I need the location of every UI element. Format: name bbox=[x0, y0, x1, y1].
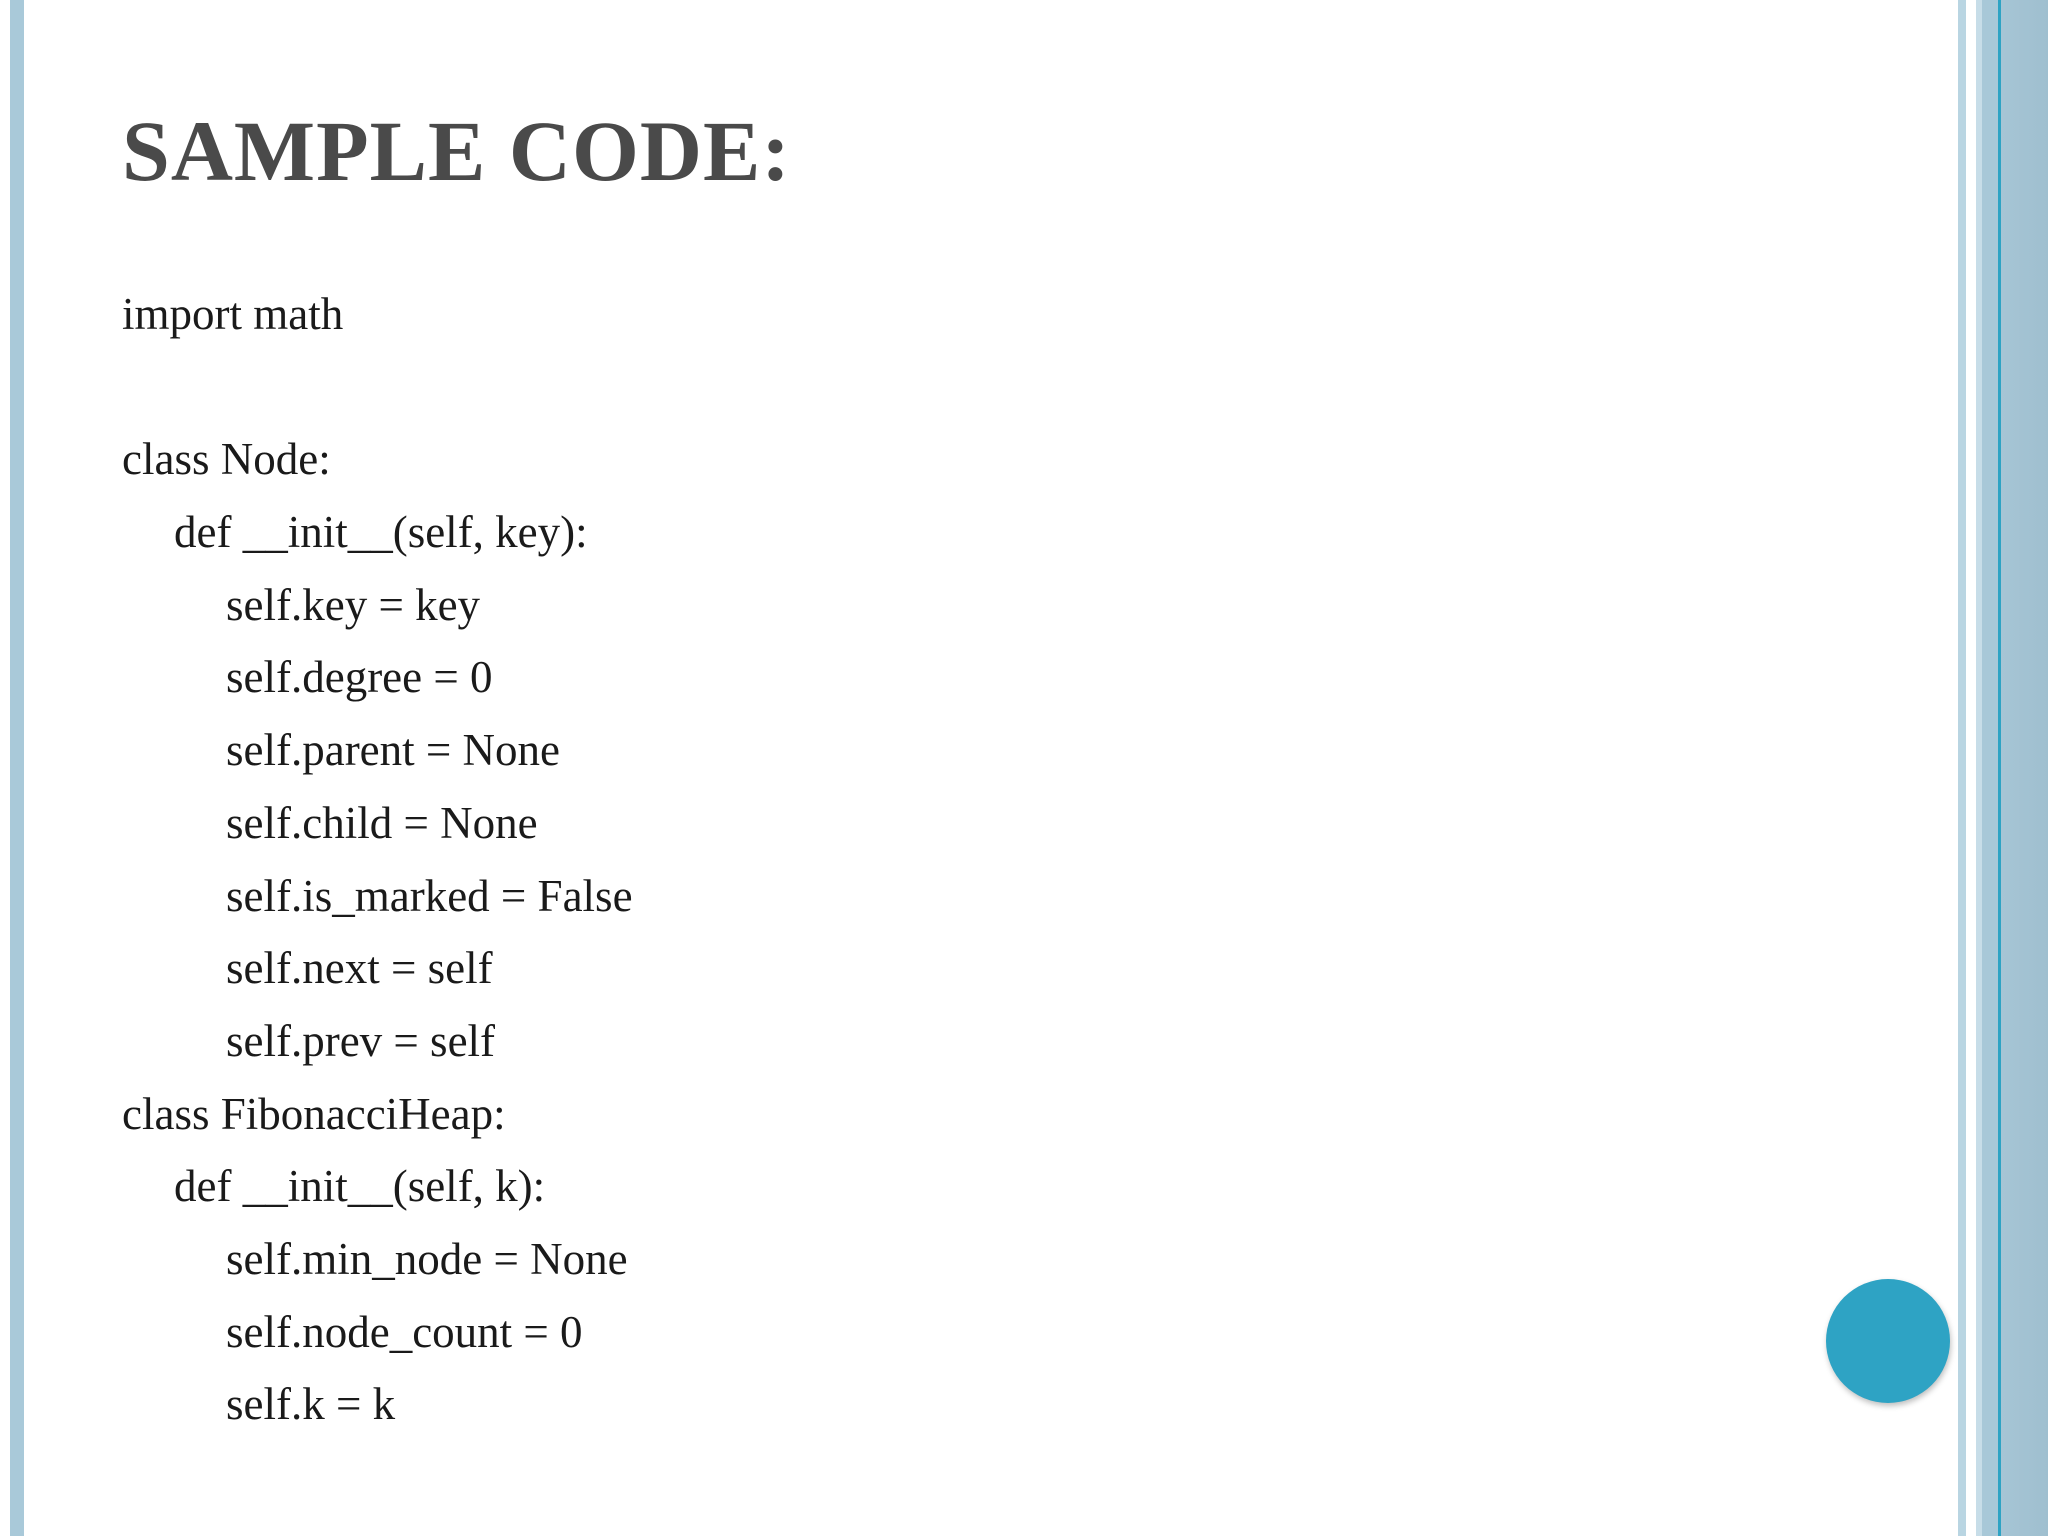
right-decor-band bbox=[1958, 0, 1966, 1536]
code-line: self.is_marked = False bbox=[226, 870, 633, 921]
next-slide-button[interactable] bbox=[1826, 1279, 1950, 1403]
code-line: self.child = None bbox=[226, 797, 538, 848]
code-line: import math bbox=[122, 289, 344, 339]
code-line: self.parent = None bbox=[226, 725, 561, 776]
code-line: self.min_node = None bbox=[226, 1233, 628, 1284]
slide-title: SAMPLE CODE: bbox=[122, 103, 791, 199]
code-block bbox=[122, 286, 633, 1449]
code-line: class FibonacciHeap: bbox=[122, 1088, 506, 1139]
code-line: self.k = k bbox=[226, 1379, 396, 1430]
code-line: self.prev = self bbox=[226, 1015, 496, 1066]
left-border-stripe bbox=[10, 0, 24, 1536]
code-line: def __init__(self, k): bbox=[174, 1161, 546, 1212]
code-line: class Node: bbox=[122, 434, 331, 485]
right-decor-band bbox=[2001, 0, 2048, 1536]
code-line: def __init__(self, key): bbox=[174, 507, 588, 558]
right-decor-band bbox=[1982, 0, 1998, 1536]
code-line: self.next = self bbox=[226, 943, 493, 994]
right-decor-band bbox=[1966, 0, 1976, 1536]
code-line: self.node_count = 0 bbox=[226, 1306, 583, 1357]
code-line bbox=[122, 359, 633, 432]
code-line: self.key = key bbox=[226, 579, 481, 630]
code-line: self.degree = 0 bbox=[226, 652, 493, 703]
